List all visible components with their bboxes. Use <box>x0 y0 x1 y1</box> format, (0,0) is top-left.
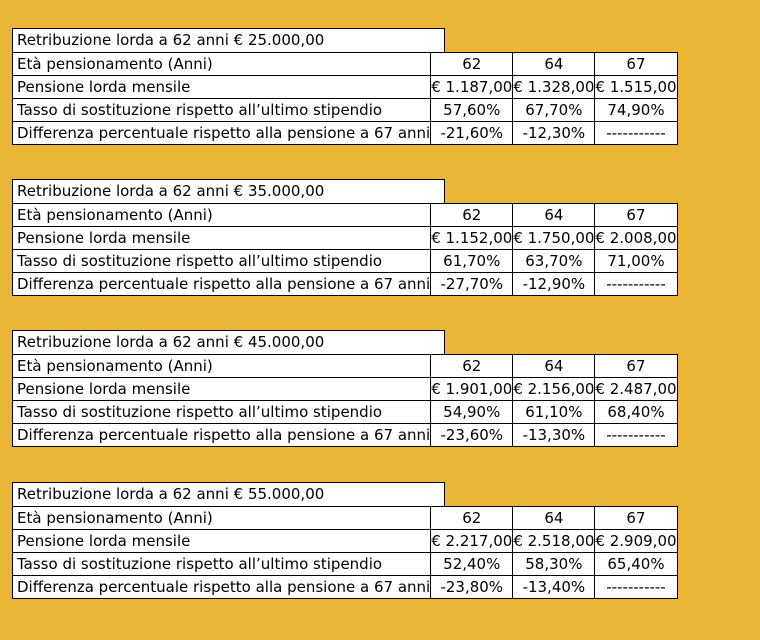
diff-67: ----------- <box>595 122 677 145</box>
table-row-age <box>13 204 678 227</box>
row-label-diff: Differenza percentuale rispetto alla pensione a 67 anni <box>13 273 431 296</box>
table-row-age <box>13 53 678 76</box>
rate-62: 54,90% <box>431 401 513 424</box>
row-label-diff: Differenza percentuale rispetto alla pensione a 67 anni <box>13 576 431 599</box>
table-row-pension <box>13 76 678 99</box>
rate-67: 71,00% <box>595 250 677 273</box>
pension-67: € 1.515,00 <box>595 76 677 99</box>
row-label-rate: Tasso di sostituzione rispetto all’ultimo stipendio <box>13 250 431 273</box>
table-row-rate <box>13 250 678 273</box>
table-row-pension <box>13 378 678 401</box>
pension-64: € 2.156,00 <box>513 378 595 401</box>
table-row-age <box>13 355 678 378</box>
rate-67: 68,40% <box>595 401 677 424</box>
rate-64: 61,10% <box>513 401 595 424</box>
rate-64: 58,30% <box>513 553 595 576</box>
age-67: 67 <box>595 355 677 378</box>
rate-67: 65,40% <box>595 553 677 576</box>
age-67: 67 <box>595 507 677 530</box>
diff-64: -13,30% <box>513 424 595 447</box>
pension-67: € 2.008,00 <box>595 227 677 250</box>
table-title: Retribuzione lorda a 62 anni € 35.000,00 <box>12 179 445 204</box>
row-label-age: Età pensionamento (Anni) <box>13 53 431 76</box>
table-row-rate <box>13 553 678 576</box>
rate-62: 52,40% <box>431 553 513 576</box>
age-62: 62 <box>431 507 513 530</box>
diff-64: -12,30% <box>513 122 595 145</box>
table-title: Retribuzione lorda a 62 anni € 25.000,00 <box>12 28 445 53</box>
diff-64: -13,40% <box>513 576 595 599</box>
row-label-pension: Pensione lorda mensile <box>13 530 431 553</box>
table-row-diff <box>13 424 678 447</box>
age-64: 64 <box>513 53 595 76</box>
rate-67: 74,90% <box>595 99 677 122</box>
diff-62: -21,60% <box>431 122 513 145</box>
row-label-age: Età pensionamento (Anni) <box>13 204 431 227</box>
table-row-rate <box>13 401 678 424</box>
age-62: 62 <box>431 204 513 227</box>
row-label-pension: Pensione lorda mensile <box>13 227 431 250</box>
row-label-diff: Differenza percentuale rispetto alla pensione a 67 anni <box>13 122 431 145</box>
age-67: 67 <box>595 53 677 76</box>
table-grid <box>12 203 678 296</box>
table-row-diff <box>13 273 678 296</box>
row-label-age: Età pensionamento (Anni) <box>13 355 431 378</box>
age-67: 67 <box>595 204 677 227</box>
table-title: Retribuzione lorda a 62 anni € 45.000,00 <box>12 330 445 355</box>
rate-62: 57,60% <box>431 99 513 122</box>
row-label-age: Età pensionamento (Anni) <box>13 507 431 530</box>
pension-64: € 1.328,00 <box>513 76 595 99</box>
table-grid <box>12 52 678 145</box>
pension-62: € 2.217,00 <box>431 530 513 553</box>
table-row-diff <box>13 576 678 599</box>
diff-62: -23,80% <box>431 576 513 599</box>
pension-67: € 2.909,00 <box>595 530 677 553</box>
diff-67: ----------- <box>595 273 677 296</box>
row-label-diff: Differenza percentuale rispetto alla pensione a 67 anni <box>13 424 431 447</box>
row-label-rate: Tasso di sostituzione rispetto all’ultimo stipendio <box>13 553 431 576</box>
table-grid <box>12 506 678 599</box>
diff-62: -23,60% <box>431 424 513 447</box>
table-row-rate <box>13 99 678 122</box>
row-label-pension: Pensione lorda mensile <box>13 378 431 401</box>
rate-64: 67,70% <box>513 99 595 122</box>
age-64: 64 <box>513 507 595 530</box>
age-62: 62 <box>431 53 513 76</box>
age-64: 64 <box>513 355 595 378</box>
rate-62: 61,70% <box>431 250 513 273</box>
pension-62: € 1.901,00 <box>431 378 513 401</box>
pension-62: € 1.152,00 <box>431 227 513 250</box>
table-row-age <box>13 507 678 530</box>
diff-62: -27,70% <box>431 273 513 296</box>
pension-64: € 2.518,00 <box>513 530 595 553</box>
diff-64: -12,90% <box>513 273 595 296</box>
diff-67: ----------- <box>595 424 677 447</box>
row-label-rate: Tasso di sostituzione rispetto all’ultimo stipendio <box>13 99 431 122</box>
table-title: Retribuzione lorda a 62 anni € 55.000,00 <box>12 482 445 507</box>
row-label-pension: Pensione lorda mensile <box>13 76 431 99</box>
row-label-rate: Tasso di sostituzione rispetto all’ultimo stipendio <box>13 401 431 424</box>
diff-67: ----------- <box>595 576 677 599</box>
table-grid <box>12 354 678 447</box>
table-row-diff <box>13 122 678 145</box>
pension-67: € 2.487,00 <box>595 378 677 401</box>
pension-64: € 1.750,00 <box>513 227 595 250</box>
age-62: 62 <box>431 355 513 378</box>
rate-64: 63,70% <box>513 250 595 273</box>
table-row-pension <box>13 227 678 250</box>
pension-62: € 1.187,00 <box>431 76 513 99</box>
table-row-pension <box>13 530 678 553</box>
age-64: 64 <box>513 204 595 227</box>
